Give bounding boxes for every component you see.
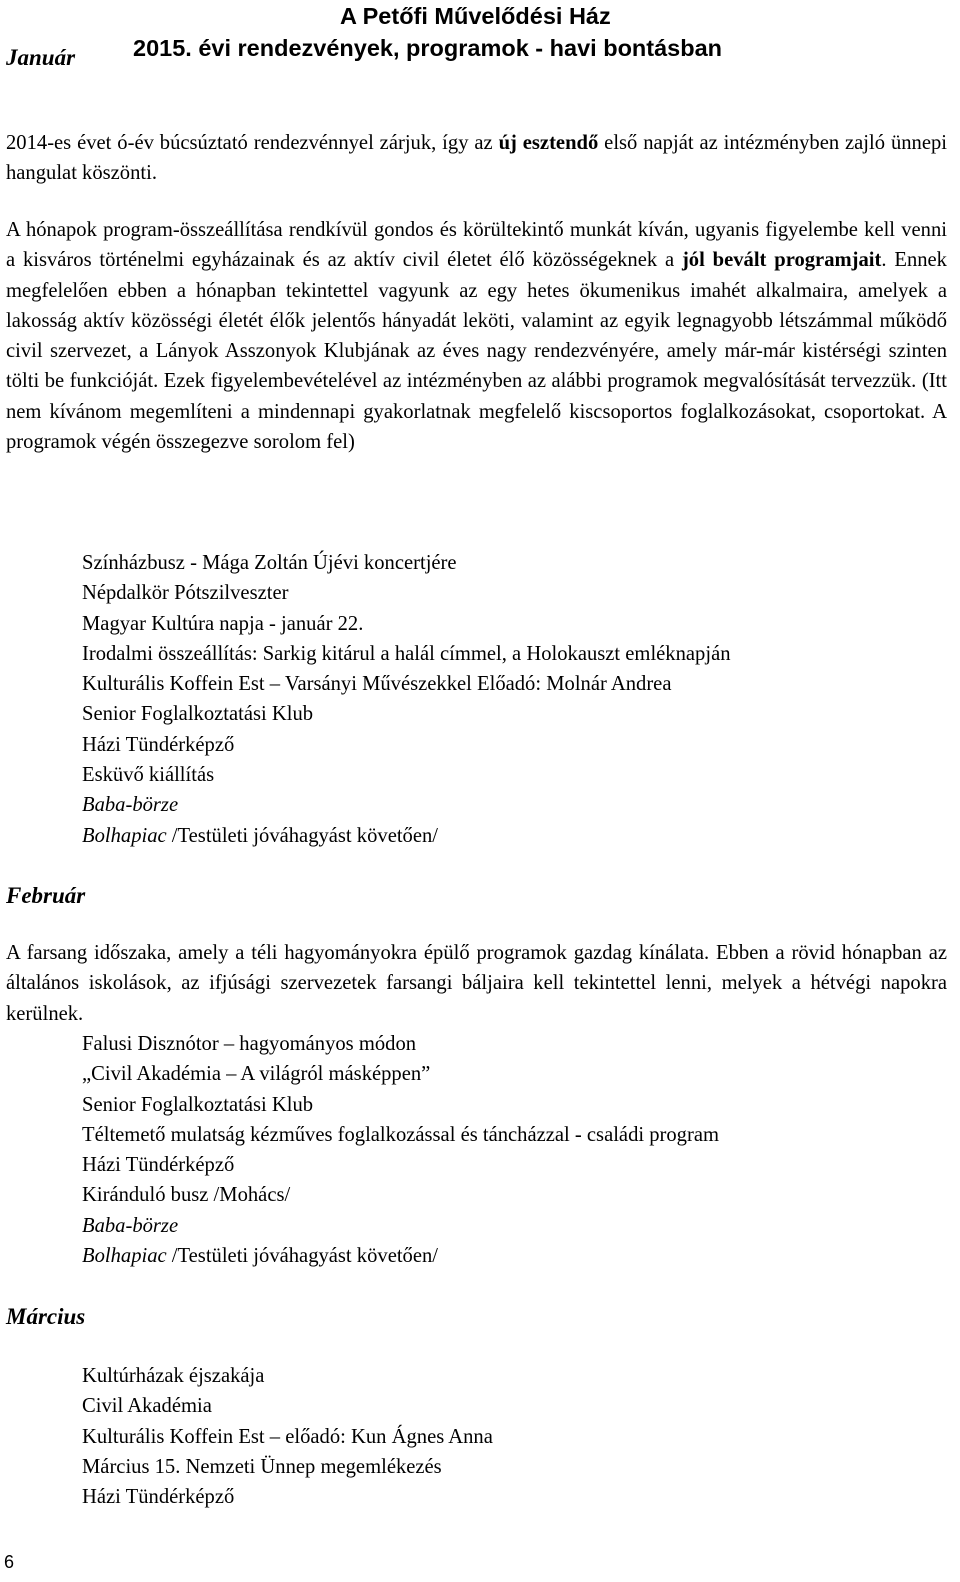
- list-item: Magyar Kultúra napja - január 22.: [82, 612, 364, 635]
- list-item: [82, 821, 731, 851]
- february-program-list: [82, 1029, 719, 1271]
- list-item: Színházbusz - Mága Zoltán Újévi koncertjére: [82, 552, 457, 574]
- month-heading-march: Március: [6, 1304, 86, 1329]
- list-item: Civil Akadémia: [82, 1395, 212, 1418]
- list-item: „Civil Akadémia – A világról másképpen”: [82, 1063, 431, 1086]
- bolhapiac-label: Bolhapiac: [82, 824, 167, 847]
- january-intro-bold: új esztendő: [498, 132, 599, 154]
- baba-borze-label: Baba-börze: [82, 794, 179, 817]
- list-item: Esküvő kiállítás: [82, 764, 215, 787]
- january-intro-paragraph: [6, 128, 947, 189]
- list-item: Kulturális Koffein Est – Varsányi Művészekkel Előadó: Molnár Andrea: [82, 673, 672, 696]
- list-item: [82, 1211, 719, 1241]
- january-intro-text-start: 2014-es évet ó-év búcsúztató rendezvénnyel zárjuk, így az: [6, 132, 499, 154]
- list-item: [82, 1241, 719, 1271]
- list-item: Kulturális Koffein Est – előadó: Kun Ágnes Anna: [82, 1425, 493, 1448]
- january-planning-bold: jól bevált programjait: [681, 249, 882, 272]
- january-planning-text-start: A hónapok program-összeállítása rendkívül gondos és körültekintő munkát kíván, ugyanis figyelembe kell venni a kisváros történelmi egyházainak és az aktív civil életet élő közösségeknek a: [6, 219, 947, 272]
- list-item: Téltemető mulatság kézműves foglalkozással és táncházzal - családi program: [82, 1123, 719, 1146]
- bolhapiac-note: /Testületi jóváhagyást követően/: [166, 824, 439, 847]
- january-intro-text-end: első napját az intézményben zajló ünnepi hangulat köszönti.: [6, 132, 947, 185]
- baba-borze-label: Baba-börze: [82, 1214, 179, 1237]
- january-program-list: [82, 548, 731, 851]
- list-item: Senior Foglalkoztatási Klub: [82, 703, 314, 726]
- list-item: Házi Tündérképző: [82, 1486, 235, 1509]
- document-title: A Petőfi Művelődési Ház: [340, 3, 611, 29]
- list-item: Házi Tündérképző: [82, 1154, 235, 1177]
- list-item: [82, 790, 731, 820]
- list-item: Március 15. Nemzeti Ünnep megemlékezés: [82, 1455, 442, 1478]
- list-item: Falusi Disznótor – hagyományos módon: [82, 1033, 417, 1055]
- bolhapiac-note: /Testületi jóváhagyást követően/: [166, 1245, 439, 1268]
- list-item: Népdalkör Pótszilveszter: [82, 582, 289, 605]
- document-subtitle: 2015. évi rendezvények, programok - havi bontásban: [133, 35, 723, 61]
- month-heading-february: Február: [6, 883, 86, 908]
- list-item: Senior Foglalkoztatási Klub: [82, 1093, 314, 1116]
- month-heading-january: Január: [6, 45, 76, 70]
- january-planning-paragraph: [6, 215, 947, 457]
- list-item: Házi Tündérképző: [82, 733, 235, 756]
- january-planning-text-end: . Ennek megfelelően ebben a hónapban tekintettel vagyunk az egy hetes ökumenikus imahét alkalmaira, amelyek a lakosság aktív közösségi életét élők jelentős hányadát leköti, valamint az egyik legnagyobb létszámmal működő civil szervezet, a Lányok Asszonyok Klubjának az éves nagy rendezvényére, amely már-már kistérségi szinten tölti be funkcióját. Ezek figyelembevételével az intézményben az alábbi programok megvalósítását tervezzük. (Itt nem kívánom megemlíteni a mindennapi gyakorlatnak megfelelő kiscsoportos foglalkozásokat, csoportokat. A programok végén összegezve sorolom fel): [6, 249, 947, 454]
- bolhapiac-label: Bolhapiac: [82, 1245, 167, 1268]
- march-program-list: [82, 1361, 493, 1512]
- list-item: Irodalmi összeállítás: Sarkig kitárul a halál címmel, a Holokauszt emléknapján: [82, 642, 731, 665]
- february-intro-paragraph: A farsang időszaka, amely a téli hagyományokra épülő programok gazdag kínálata. Ebben a rövid hónapban az általános iskolások, az ifjúsági szervezetek farsangi báljaira kell tekintettel lenni, melyek a hétvégi napokra kerülnek.: [6, 942, 947, 1025]
- list-item: Kultúrházak éjszakája: [82, 1365, 265, 1387]
- page-number: 6: [4, 1552, 15, 1572]
- list-item: Kiránduló busz /Mohács/: [82, 1184, 291, 1207]
